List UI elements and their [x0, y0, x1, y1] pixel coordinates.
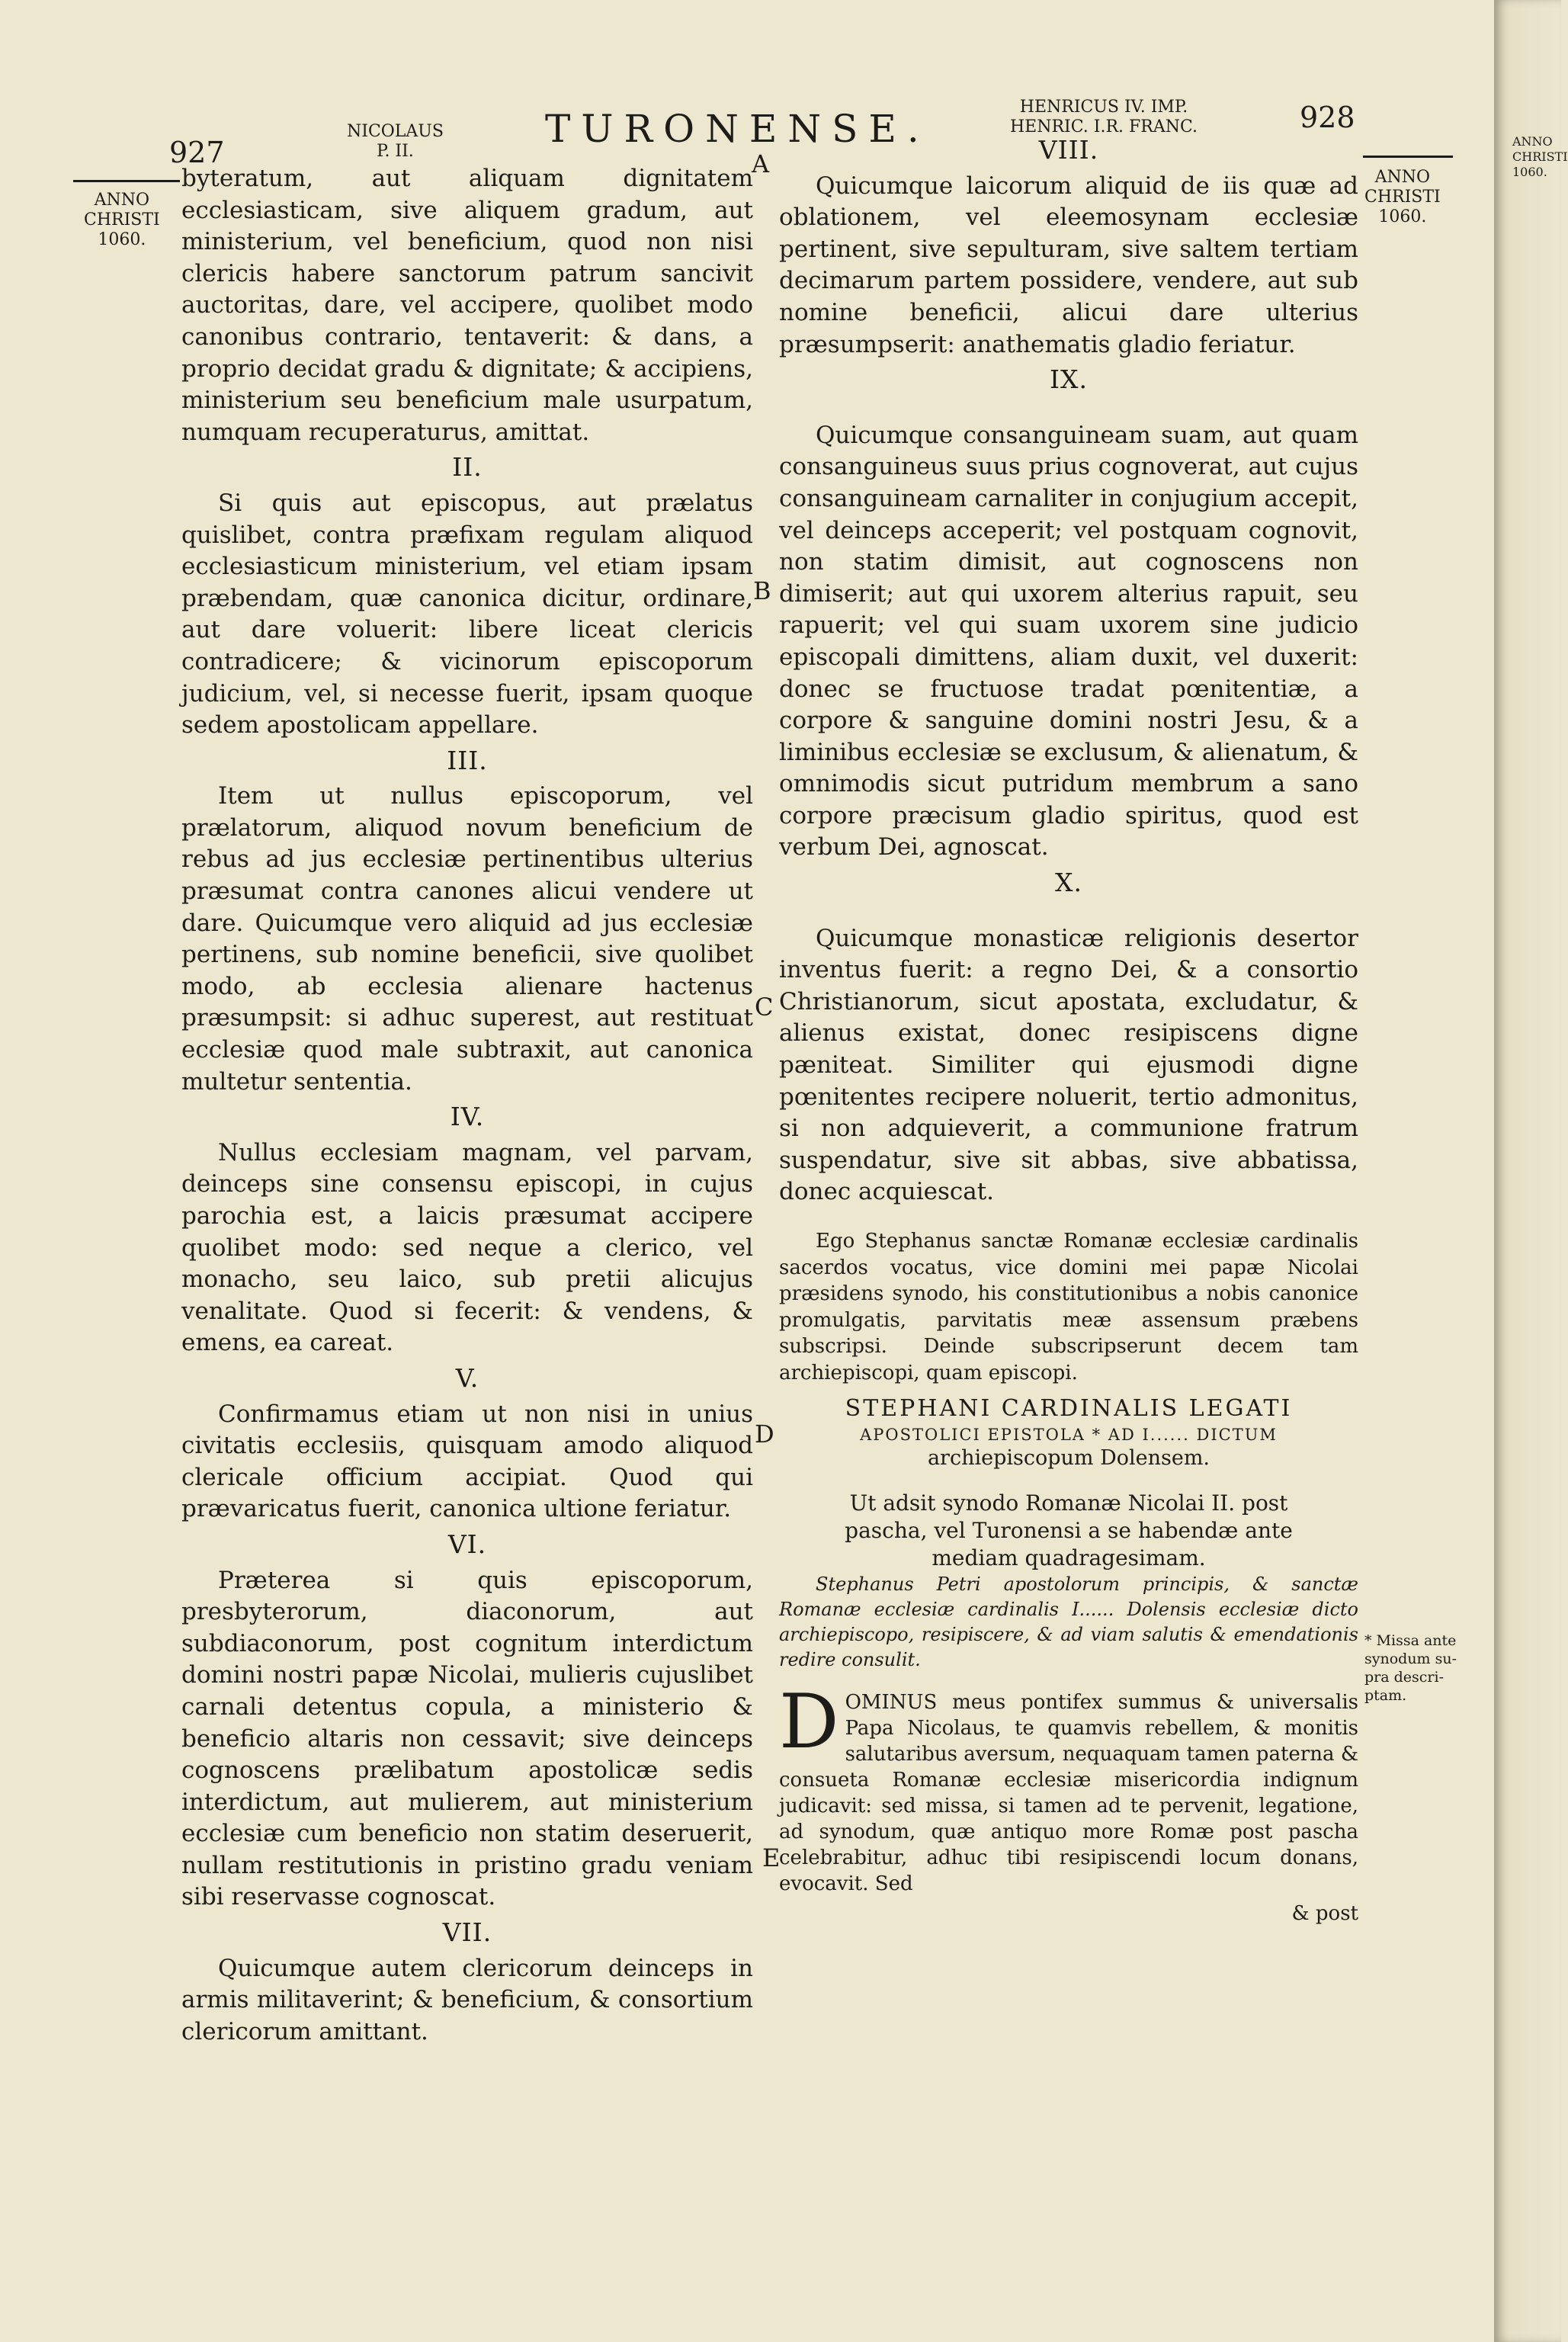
canon-heading-7: VII. [442, 1917, 492, 1948]
canon-9-text: Quicumque consanguineam suam, aut quam consanguineus suus prius cognoverat, aut cujus consanguineam carnaliter in conjugium accepit, vel deinceps acceperit; vel postquam cognovit, non statim dimisit, aut cognoscens non dimiserit; aut qui uxorem alterius rapuit, seu rapuerit; vel qui suam uxorem sine judicio episcopali dimittens, aliam duxit, vel duxerit: donec se fructuose tradat pœnitentiæ, a corpore & sanguine domini nostri Jesu, & a liminibus ecclesiæ se exclusum, & alienatum, & omnimodis sicut putridum membrum a sano corpore præcisum gladio spiritus, quod est verbum Dei, agnoscat. [779, 421, 1358, 861]
note-missa-line2: synodum su- [1364, 1651, 1457, 1667]
canon-heading-3: III. [447, 745, 488, 775]
letter-subtitle-2: archiepiscopum Dolensem. [927, 1446, 1210, 1470]
letter-subtitle: APOSTOLICI EPISTOLA * AD I...... DICTUM [860, 1426, 1278, 1444]
facing-anno-line1: ANNO [1512, 134, 1553, 149]
canon-7-text: Quicumque autem clericorum deinceps in armis militaverint; & beneficium, & consortium clericorum amittant. [181, 1954, 753, 2045]
canon-10-text: Quicumque monasticæ religionis desertor inventus fuerit: a regno Dei, & a consortio Christianorum, sicut apostata, excludatur, & alienus existat, donec resipiscens digne pæniteat. Similiter qui ejusmodi digne pœnitentes recipere noluerit, tertio admonitus, si non adquieverit, a communione fratrum suspendatur, sive sit abbas, sive abbatissa, donec acquiescat. [779, 924, 1358, 1206]
canon-2-text: Si quis aut episcopus, aut prælatus quislibet, contra præfixam regulam aliquod ecclesiasticum ministerium, vel etiam ipsam præbendam, quæ canonica dicitur, ordinare, aut dare voluerit: libere liceat clericis contradicere; & vicinorum episcoporum judicium, vel, si necesse fuerit, ipsam quoque sedem apostolicam appellare. [181, 489, 753, 739]
letter-body-text: OMINUS meus pontifex summus & universalis Papa Nicolaus, te quamvis rebellem, & monitis salutaribus aversum, nequaquam tamen paterna & consueta Romanæ ecclesiæ misericordia indignum judicavit: sed missa, si tamen ad te pervenit, legatione, ad synodum, quæ antiquo more Romæ post pascha celebrabitur, adhuc tibi resipiscendi locum donans, evocavit. Sed [779, 1691, 1358, 1895]
margin-note-missa [1364, 1631, 1457, 1705]
letter-title: STEPHANI CARDINALIS LEGATI [845, 1395, 1293, 1422]
section-marker-e: E [762, 1843, 781, 1872]
drop-cap: D [779, 1679, 839, 1766]
canon-1-text: byteratum, aut aliquam dignitatem ecclesiasticam, sive aliquem gradum, aut ministerium, vel beneficium, quod non nisi clericis habere sanctorum patrum sancivit auctoritas, dare, vel accipere, quolibet modo canonibus contrario, tentaverit: & dans, a proprio decidat gradu & dignitate; & accipiens, ministerium seu beneficium male usurpatum, numquam recuperaturus, amittat. [181, 165, 753, 446]
letter-body [779, 1679, 1358, 1897]
canon-heading-5: V. [455, 1362, 479, 1393]
anno-right-line2: CHRISTI [1364, 188, 1441, 207]
canon-heading-8: VIII. [1038, 135, 1099, 165]
canon-heading-2: II. [452, 452, 483, 483]
page-number-left: 927 [169, 136, 225, 169]
canon-8-text: Quicumque laicorum aliquid de iis quæ ad oblationem, vel eleemosynam ecclesiæ pertinent, sive sepulturam, sive saltem tertiam decimarum partem possidere, vendere, aut sub nomine beneficii, alicui dare ulterius præsumpserit: anathematis gladio feriatur. [779, 172, 1358, 358]
canon-4-text: Nullus ecclesiam magnam, vel parvam, deinceps sine consensu episcopi, in cujus parochia est, a laicis præsumat accipere quolibet modo: sed neque a clerico, vel monacho, seu laico, sub pretii alicujus venalitate. Quod si fecerit: & vendens, & emens, ea careat. [181, 1138, 753, 1357]
canon-5-text: Confirmamus etiam ut non nisi in unius civitatis ecclesiis, quisquam amodo aliquod clericale officium accipiat. Quod qui prævaricatus fuerit, canonica ultione feriatur. [181, 1400, 753, 1523]
canon-heading-10: X. [1055, 868, 1082, 898]
letter-summary: Ut adsit synodo Romanæ Nicolai II. post pascha, vel Turonensi a se habendæ ante mediam quadragesimam. [845, 1490, 1293, 1570]
catchword: & post [1291, 1902, 1358, 1925]
letter-salutation: Stephanus Petri apostolorum principis, & sanctæ Romanæ ecclesiæ cardinalis I...... Dolensis ecclesiæ dicto archiepiscopo, resipiscere, & ad viam salutis & emendationis redire consulit. [779, 1574, 1358, 1670]
canon-heading-9: IX. [1049, 364, 1089, 395]
running-head-right-line2: HENRIC. I.R. FRANC. [1010, 117, 1198, 136]
note-missa-line4: ptam. [1364, 1687, 1407, 1704]
facing-page-anno [1512, 134, 1568, 180]
canon-6-text: Præterea si quis episcoporum, presbyterorum, diaconorum, aut subdiaconorum, post cognitum interdictum domini nostri papæ Nicolai, mulieris cujuslibet carnali detentus copula, a ministerio & beneficio altaris non cessavit; sive deinceps cognoscens prælibatum apostolicæ sedis interdictum, aut mulierem, aut ministerium ecclesiæ cum beneficio non statim deseruerit, nullam restitutionis in pristino gradu veniam sibi reservasse cognoscat. [181, 1566, 753, 1911]
margin-rule-right [1363, 156, 1453, 158]
running-head-left-line1: NICOLAUS [347, 122, 444, 141]
canon-heading-6: VI. [447, 1529, 487, 1559]
page-title: TURONENSE. [545, 107, 930, 151]
running-head-left-line2: P. II. [377, 142, 414, 161]
page-number-right: 928 [1300, 101, 1355, 134]
note-missa-line3: pra descri- [1364, 1669, 1444, 1686]
left-column [181, 163, 753, 2048]
anno-right-line3: 1060. [1378, 207, 1427, 226]
margin-rule-left [73, 180, 180, 182]
subscription-text: Ego Stephanus sanctæ Romanæ ecclesiæ cardinalis sacerdos vocatus, vice domini mei papæ Nicolai præsidens synodo, his constitutionibus a nobis canonice promulgatis, parvitatis meæ assensum præbens subscripsi. Deinde subscripserunt decem tam archiepiscopi, quam episcopi. [779, 1230, 1358, 1384]
right-column [779, 135, 1358, 1930]
running-head-right-line1: HENRICUS IV. IMP. [1019, 98, 1188, 117]
running-head-right [1010, 98, 1198, 137]
section-marker-b: B [753, 576, 771, 605]
section-marker-c: C [755, 993, 774, 1022]
anno-christi-right [1364, 168, 1441, 227]
anno-left-line1: ANNO [94, 191, 150, 210]
canon-3-text: Item ut nullus episcoporum, vel prælatorum, aliquod novum beneficium de rebus ad jus ecclesiæ pertinentibus ulterius præsumat contra canones alicui vendere ut dare. Quicumque vero aliquid ad jus ecclesiæ pertinens, sub nomine beneficii, sive quolibet modo, ab ecclesia alienare hactenus præsumpsit: si adhuc superest, aut restituat ecclesiæ quod male subtraxit, aut canonica multetur sententia. [181, 782, 753, 1096]
note-missa-line1: * Missa ante [1364, 1632, 1457, 1649]
facing-anno-line2: CHRISTI [1512, 149, 1568, 164]
facing-anno-line3: 1060. [1512, 165, 1547, 179]
anno-left-line3: 1060. [98, 230, 146, 249]
section-marker-a: A [752, 149, 770, 178]
canon-heading-4: IV. [450, 1102, 485, 1132]
anno-right-line1: ANNO [1374, 168, 1431, 187]
running-head-left [347, 122, 444, 162]
facing-page-edge [1494, 0, 1568, 2342]
section-marker-d: D [755, 1420, 774, 1449]
anno-left-line2: CHRISTI [84, 210, 160, 229]
anno-christi-left [84, 191, 160, 250]
